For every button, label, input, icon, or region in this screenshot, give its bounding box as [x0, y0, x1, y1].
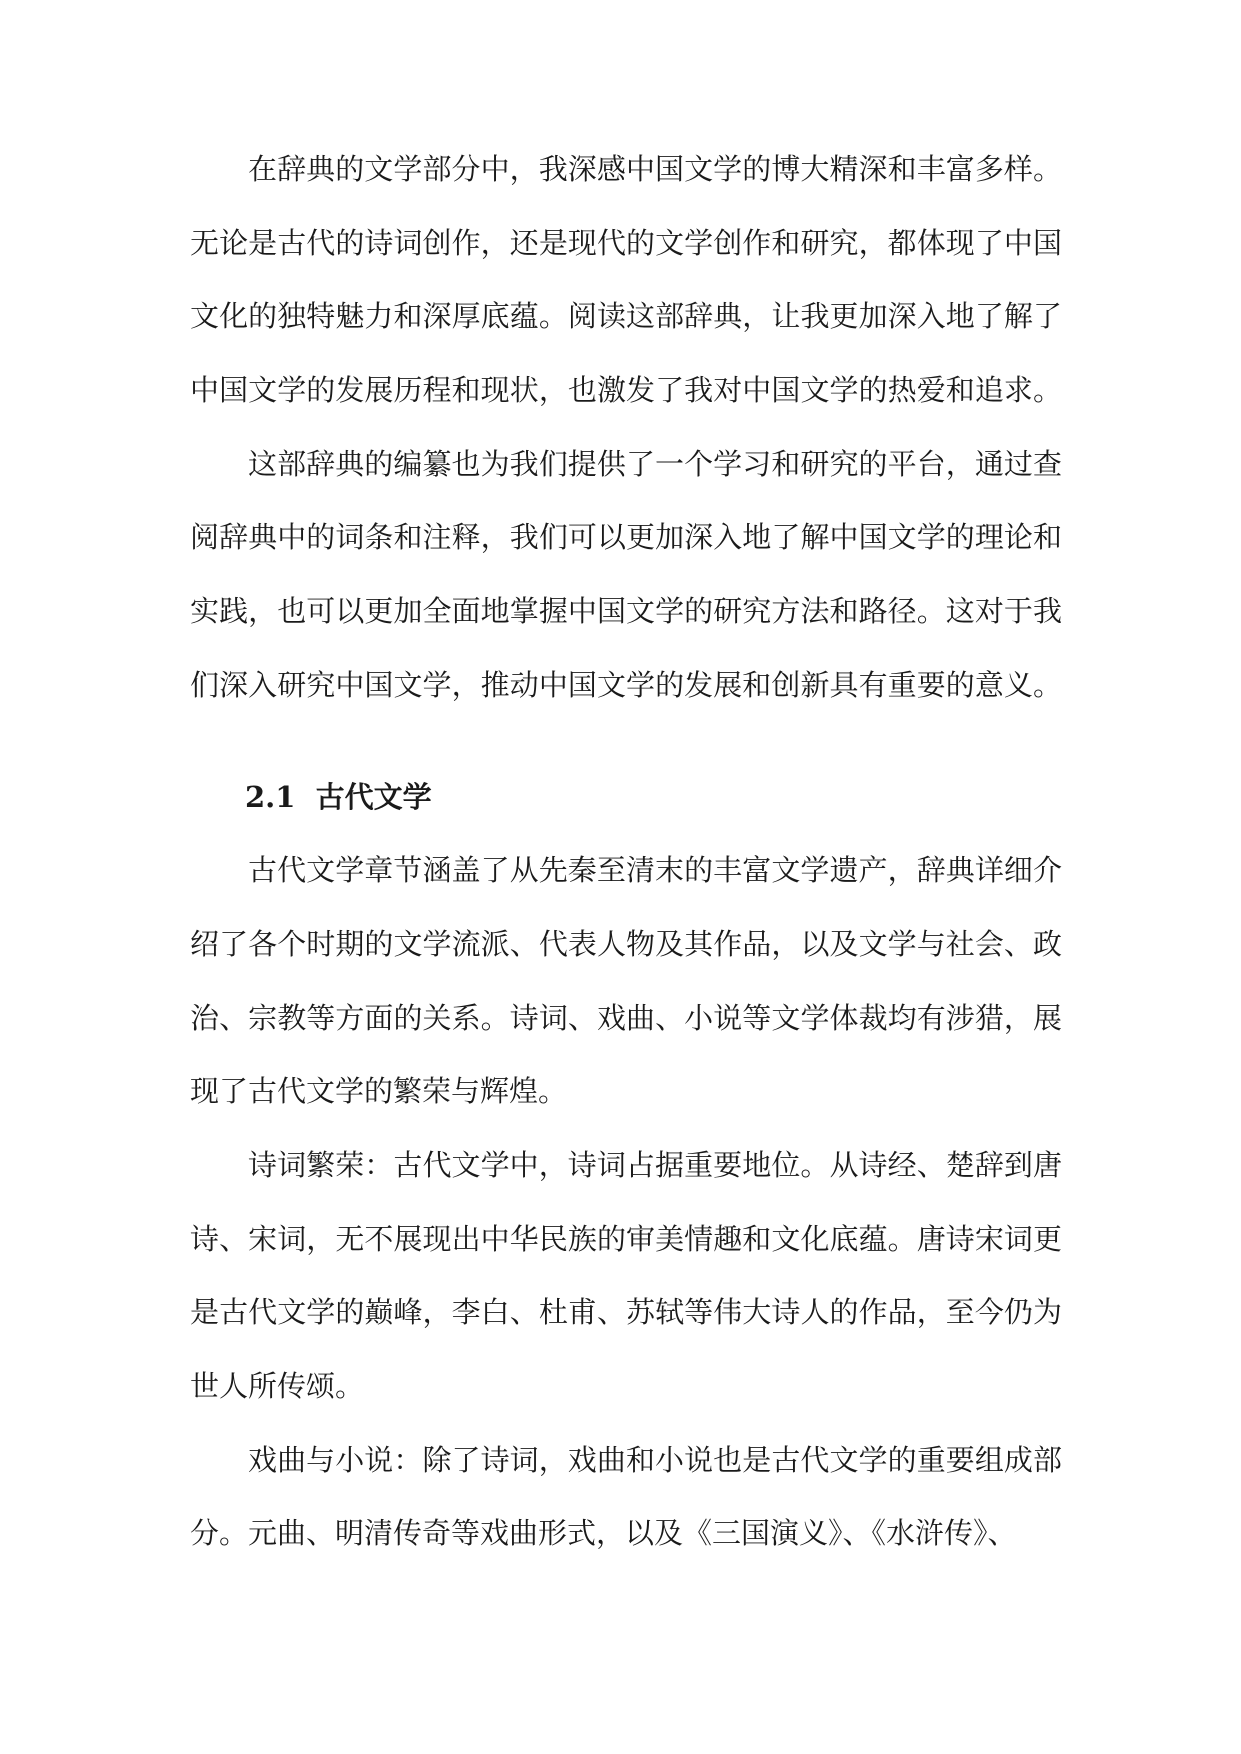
section-paragraph-1 [190, 834, 1062, 1129]
text-line: 戏曲与小说：除了诗词，戏曲和小说也是古代文学的重要组成部 [248, 1442, 1062, 1477]
intro-paragraph-1 [190, 133, 1062, 428]
intro-paragraph-2 [190, 428, 1062, 723]
text-line: 在辞典的文学部分中，我深感中国文学的博大精深和丰富多样。 [248, 152, 1062, 186]
text-line: 实践，也可以更加全面地掌握中国文学的研究方法和路径。这对于我 [190, 594, 1062, 629]
text-line: 阅辞典中的词条和注释，我们可以更加深入地了解中国文学的理论和 [190, 520, 1062, 555]
text-line: 世人所传颂。 [190, 1369, 365, 1403]
text-line: 治、宗教等方面的关系。诗词、戏曲、小说等文学体裁均有涉猎，展 [190, 1000, 1062, 1035]
text-line: 现了古代文学的繁荣与辉煌。 [190, 1074, 568, 1109]
text-line: 绍了各个时期的文学流派、代表人物及其作品，以及文学与社会、政 [190, 926, 1062, 961]
text-line: 文化的独特魅力和深厚底蕴。阅读这部辞典，让我更加深入地了解了 [190, 299, 1062, 334]
text-line: 是古代文学的巅峰，李白、杜甫、苏轼等伟大诗人的作品，至今仍为 [190, 1295, 1062, 1330]
text-line: 这部辞典的编纂也为我们提供了一个学习和研究的平台，通过查 [248, 446, 1062, 481]
text-line: 古代文学章节涵盖了从先秦至清末的丰富文学遗产，辞典详细介 [248, 853, 1062, 888]
text-line: 诗、宋词，无不展现出中华民族的审美情趣和文化底蕴。唐诗宋词更 [190, 1221, 1062, 1256]
text-line: 中国文学的发展历程和现状，也激发了我对中国文学的热爱和追求。 [190, 373, 1062, 408]
section-paragraph-3 [190, 1424, 1062, 1571]
text-line: 们深入研究中国文学，推动中国文学的发展和创新具有重要的意义。 [190, 667, 1062, 702]
section-paragraph-2 [190, 1129, 1062, 1424]
section-heading: 2.1 古代文学 [245, 779, 432, 814]
document-page [190, 133, 1062, 1571]
text-line: 无论是古代的诗词创作，还是现代的文学创作和研究，都体现了中国 [190, 225, 1062, 260]
text-line: 分。元曲、明清传奇等戏曲形式，以及《三国演义》、《水浒传》、 [190, 1516, 1017, 1551]
text-line: 诗词繁荣：古代文学中，诗词占据重要地位。从诗经、楚辞到唐 [248, 1147, 1062, 1182]
